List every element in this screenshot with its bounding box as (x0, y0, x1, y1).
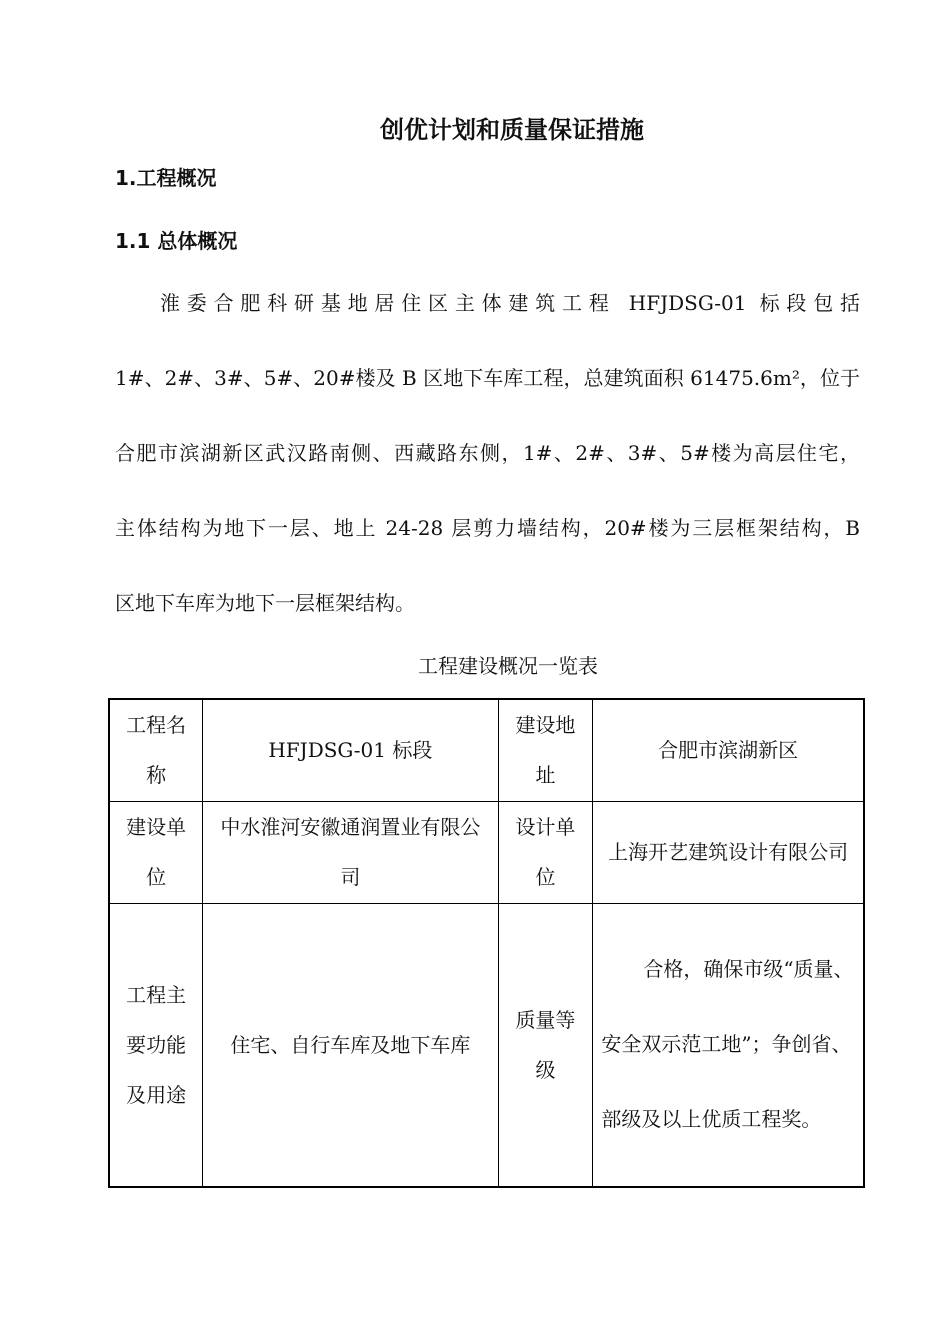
table-row (109, 699, 864, 801)
table-cell-value: HFJDSG-01 标段 (203, 699, 498, 801)
table-cell-label: 工程主要功能及用途 (109, 903, 203, 1187)
paragraph-line-2: 1#、2#、3#、5#、20#楼及 B 区地下车库工程，总建筑面积 61475.6m²，位于 (115, 366, 860, 390)
table-caption: 工程建设概况一览表 (418, 654, 598, 678)
paragraph-line-5: 区地下车库为地下一层框架结构。 (115, 591, 415, 615)
table-cell-label: 工程名称 (109, 699, 203, 801)
table-row (109, 903, 864, 1187)
table-row (109, 801, 864, 903)
table-cell-label: 设计单位 (498, 801, 593, 903)
table-cell-value: 合肥市滨湖新区 (593, 699, 864, 801)
project-overview-table (108, 698, 865, 1188)
paragraph-line-3: 合肥市滨湖新区武汉路南侧、西藏路东侧，1#、2#、3#、5#楼为高层住宅， (115, 441, 860, 465)
paragraph-line-4: 主体结构为地下一层、地上 24-28 层剪力墙结构，20#楼为三层框架结构，B (115, 516, 860, 540)
table-cell-value: 中水淮河安徽通润置业有限公司 (203, 801, 498, 903)
table-cell-label: 质量等级 (498, 903, 593, 1187)
table-cell-value: 合格，确保市级“质量、安全双示范工地”；争创省、部级及以上优质工程奖。 (593, 903, 864, 1187)
section-heading-1: 1.工程概况 (115, 166, 217, 190)
table-cell-label: 建设地址 (498, 699, 593, 801)
section-heading-1-1: 1.1 总体概况 (115, 229, 238, 253)
paragraph-line-1: 淮委合肥科研基地居住区主体建筑工程 HFJDSG-01 标段包括 (160, 291, 860, 315)
document-title: 创优计划和质量保证措施 (380, 116, 644, 144)
table-cell-value: 上海开艺建筑设计有限公司 (593, 801, 864, 903)
table-cell-label: 建设单位 (109, 801, 203, 903)
table-cell-value: 住宅、自行车库及地下车库 (203, 903, 498, 1187)
